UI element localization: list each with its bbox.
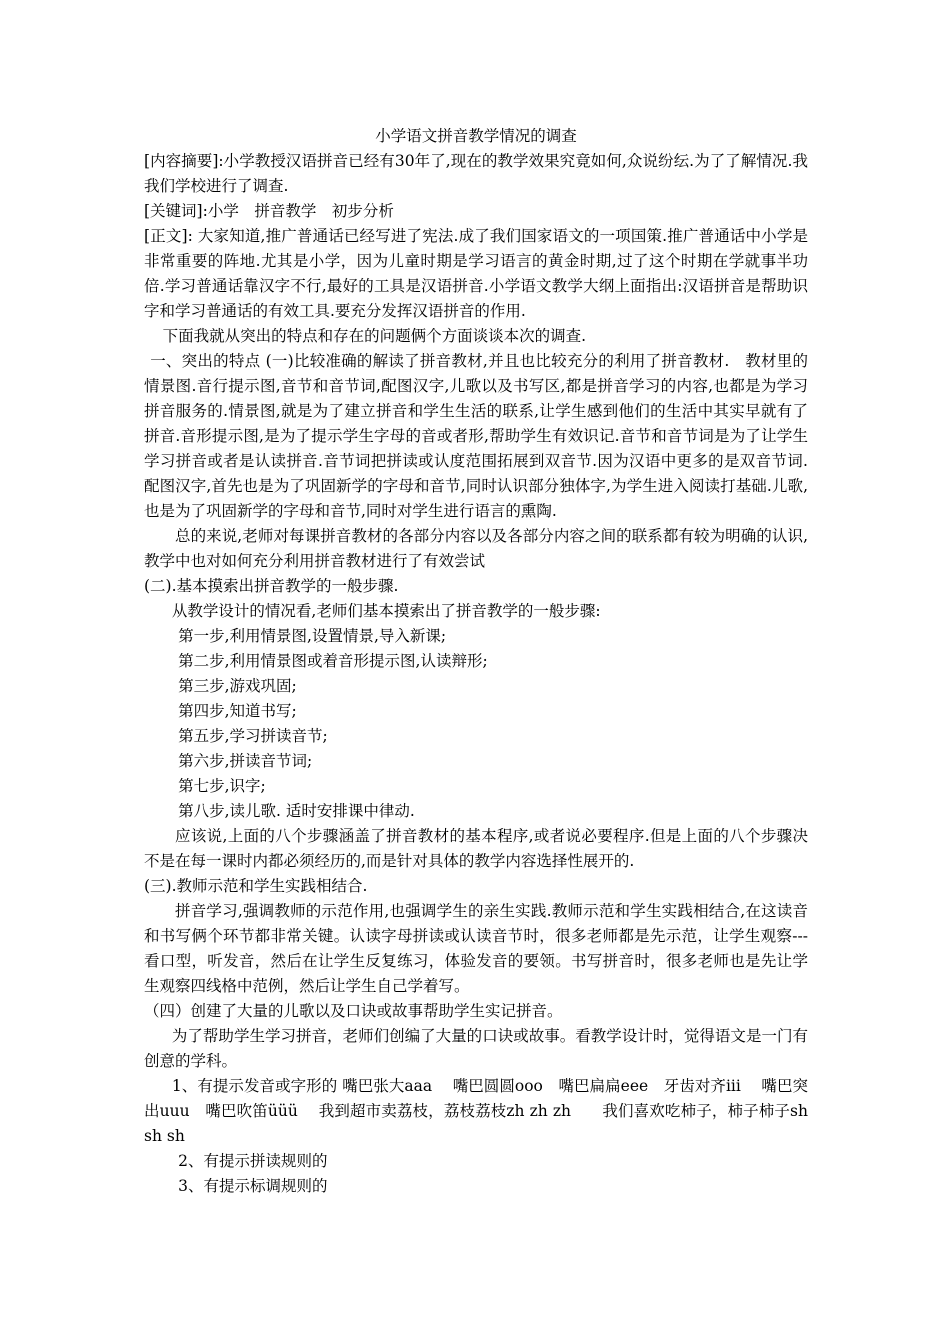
rhyme-examples-paragraph: 1、有提示发音或字形的 嘴巴张大aaa 嘴巴圆圆ooo 嘴巴扁扁eee 牙齿对齐iii 嘴巴突出uuu 嘴巴吹笛üüü 我到超市卖荔枝，荔枝荔枝zh zh zh 我们喜欢吃柿子，柿子柿子sh sh sh — [144, 1077, 808, 1145]
body-intro-paragraph: [正文]: 大家知道,推广普通话已经写进了宪法.成了我们国家语文的一项国策.推广普通话中小学是非常重要的阵地.尤其是小学，因为儿童时期是学习语言的黄金时期,过了这个时期在学就事半功倍.学习普通话靠汉字不行,最好的工具是汉语拼音.小学语文教学大纲上面指出:汉语拼音是帮助识字和学习普通话的有效工具.要充分发挥汉语拼音的作用. — [144, 227, 808, 320]
document-page — [144, 124, 808, 1199]
section-four-paragraph: 为了帮助学生学习拼音，老师们创编了大量的口诀或故事。看教学设计时，觉得语文是一门有创意的学科。 — [144, 1027, 808, 1070]
section-three-paragraph: 拼音学习,强调教师的示范作用,也强调学生的亲生实践.教师示范和学生实践相结合,在这读音和书写俩个环节都非常关键。认读字母拼读或认读音节时，很多老师都是先示范，让学生观察---看口型，听发音，然后在让学生反复练习，体验发音的要领。书写拼音时，很多老师也是先让学生观察四线格中范例，然后让学生自己学着写。 — [144, 902, 808, 995]
steps-conclusion-paragraph: 应该说,上面的八个步骤涵盖了拼音教材的基本程序,或者说必要程序.但是上面的八个步骤决不是在每一课时内都必须经历的,而是针对具体的教学内容选择性展开的. — [144, 827, 808, 870]
summary-paragraph: 总的来说,老师对每课拼音教材的各部分内容以及各部分内容之间的联系都有较为明确的认识,教学中也对如何充分利用拼音教材进行了有效尝试 — [144, 527, 808, 570]
abstract-paragraph: [内容摘要]:小学教授汉语拼音已经有30年了,现在的教学效果究竟如何,众说纷纭.为了了解情况.我我们学校进行了调查. — [144, 152, 808, 195]
rule-item: 3、有提示标调规则的 — [178, 1177, 328, 1195]
step-item: 第七步,识字; — [178, 777, 266, 795]
step-item: 第五步,学习拼读音节; — [178, 727, 328, 745]
overview-paragraph: 下面我就从突出的特点和存在的问题俩个方面谈谈本次的调查. — [162, 327, 587, 345]
section-three-heading: (三).教师示范和学生实践相结合. — [144, 877, 368, 895]
keywords-paragraph: [关键词]:小学 拼音教学 初步分析 — [144, 202, 394, 220]
section-one-paragraph: 一、突出的特点 (一)比较准确的解读了拼音教材,并且也比较充分的利用了拼音教材. 教材里的情景图.音行提示图,音节和音节词,配图汉字,儿歌以及书写区,都是拼音学习的内容,也都是为学习拼音服务的.情景图,就是为了建立拼音和学生生活的联系,让学生感到他们的生活中其实早就有了拼音.音形提示图,是为了提示学生字母的音或者形,帮助学生有效识记.音节和音节词是为了让学生学习拼音或者是认读拼音.音节词把拼读或认度范围拓展到双音节.因为汉语中更多的是双音节词.配图汉字,首先也是为了巩固新学的字母和音节,同时认识部分独体字,为学生进入阅读打基础.儿歌,也是为了巩固新学的字母和音节,同时对学生进行语言的熏陶. — [144, 352, 808, 520]
step-item: 第二步,利用情景图或着音形提示图,认读辩形; — [178, 652, 488, 670]
rule-item: 2、有提示拼读规则的 — [178, 1152, 328, 1170]
step-item: 第一步,利用情景图,设置情景,导入新课; — [178, 627, 447, 645]
steps-intro-paragraph: 从教学设计的情况看,老师们基本摸索出了拼音教学的一般步骤: — [171, 602, 601, 620]
step-item: 第六步,拼读音节词; — [178, 752, 313, 770]
section-four-heading: （四）创建了大量的儿歌以及口诀或故事帮助学生实记拼音。 — [144, 1002, 563, 1020]
step-item: 第三步,游戏巩固; — [178, 677, 297, 695]
section-two-heading: (二).基本摸索出拼音教学的一般步骤. — [144, 577, 399, 595]
step-item: 第四步,知道书写; — [178, 702, 297, 720]
document-title: 小学语文拼音教学情况的调查 — [375, 127, 577, 145]
step-item: 第八步,读儿歌. 适时安排课中律动. — [178, 802, 415, 820]
